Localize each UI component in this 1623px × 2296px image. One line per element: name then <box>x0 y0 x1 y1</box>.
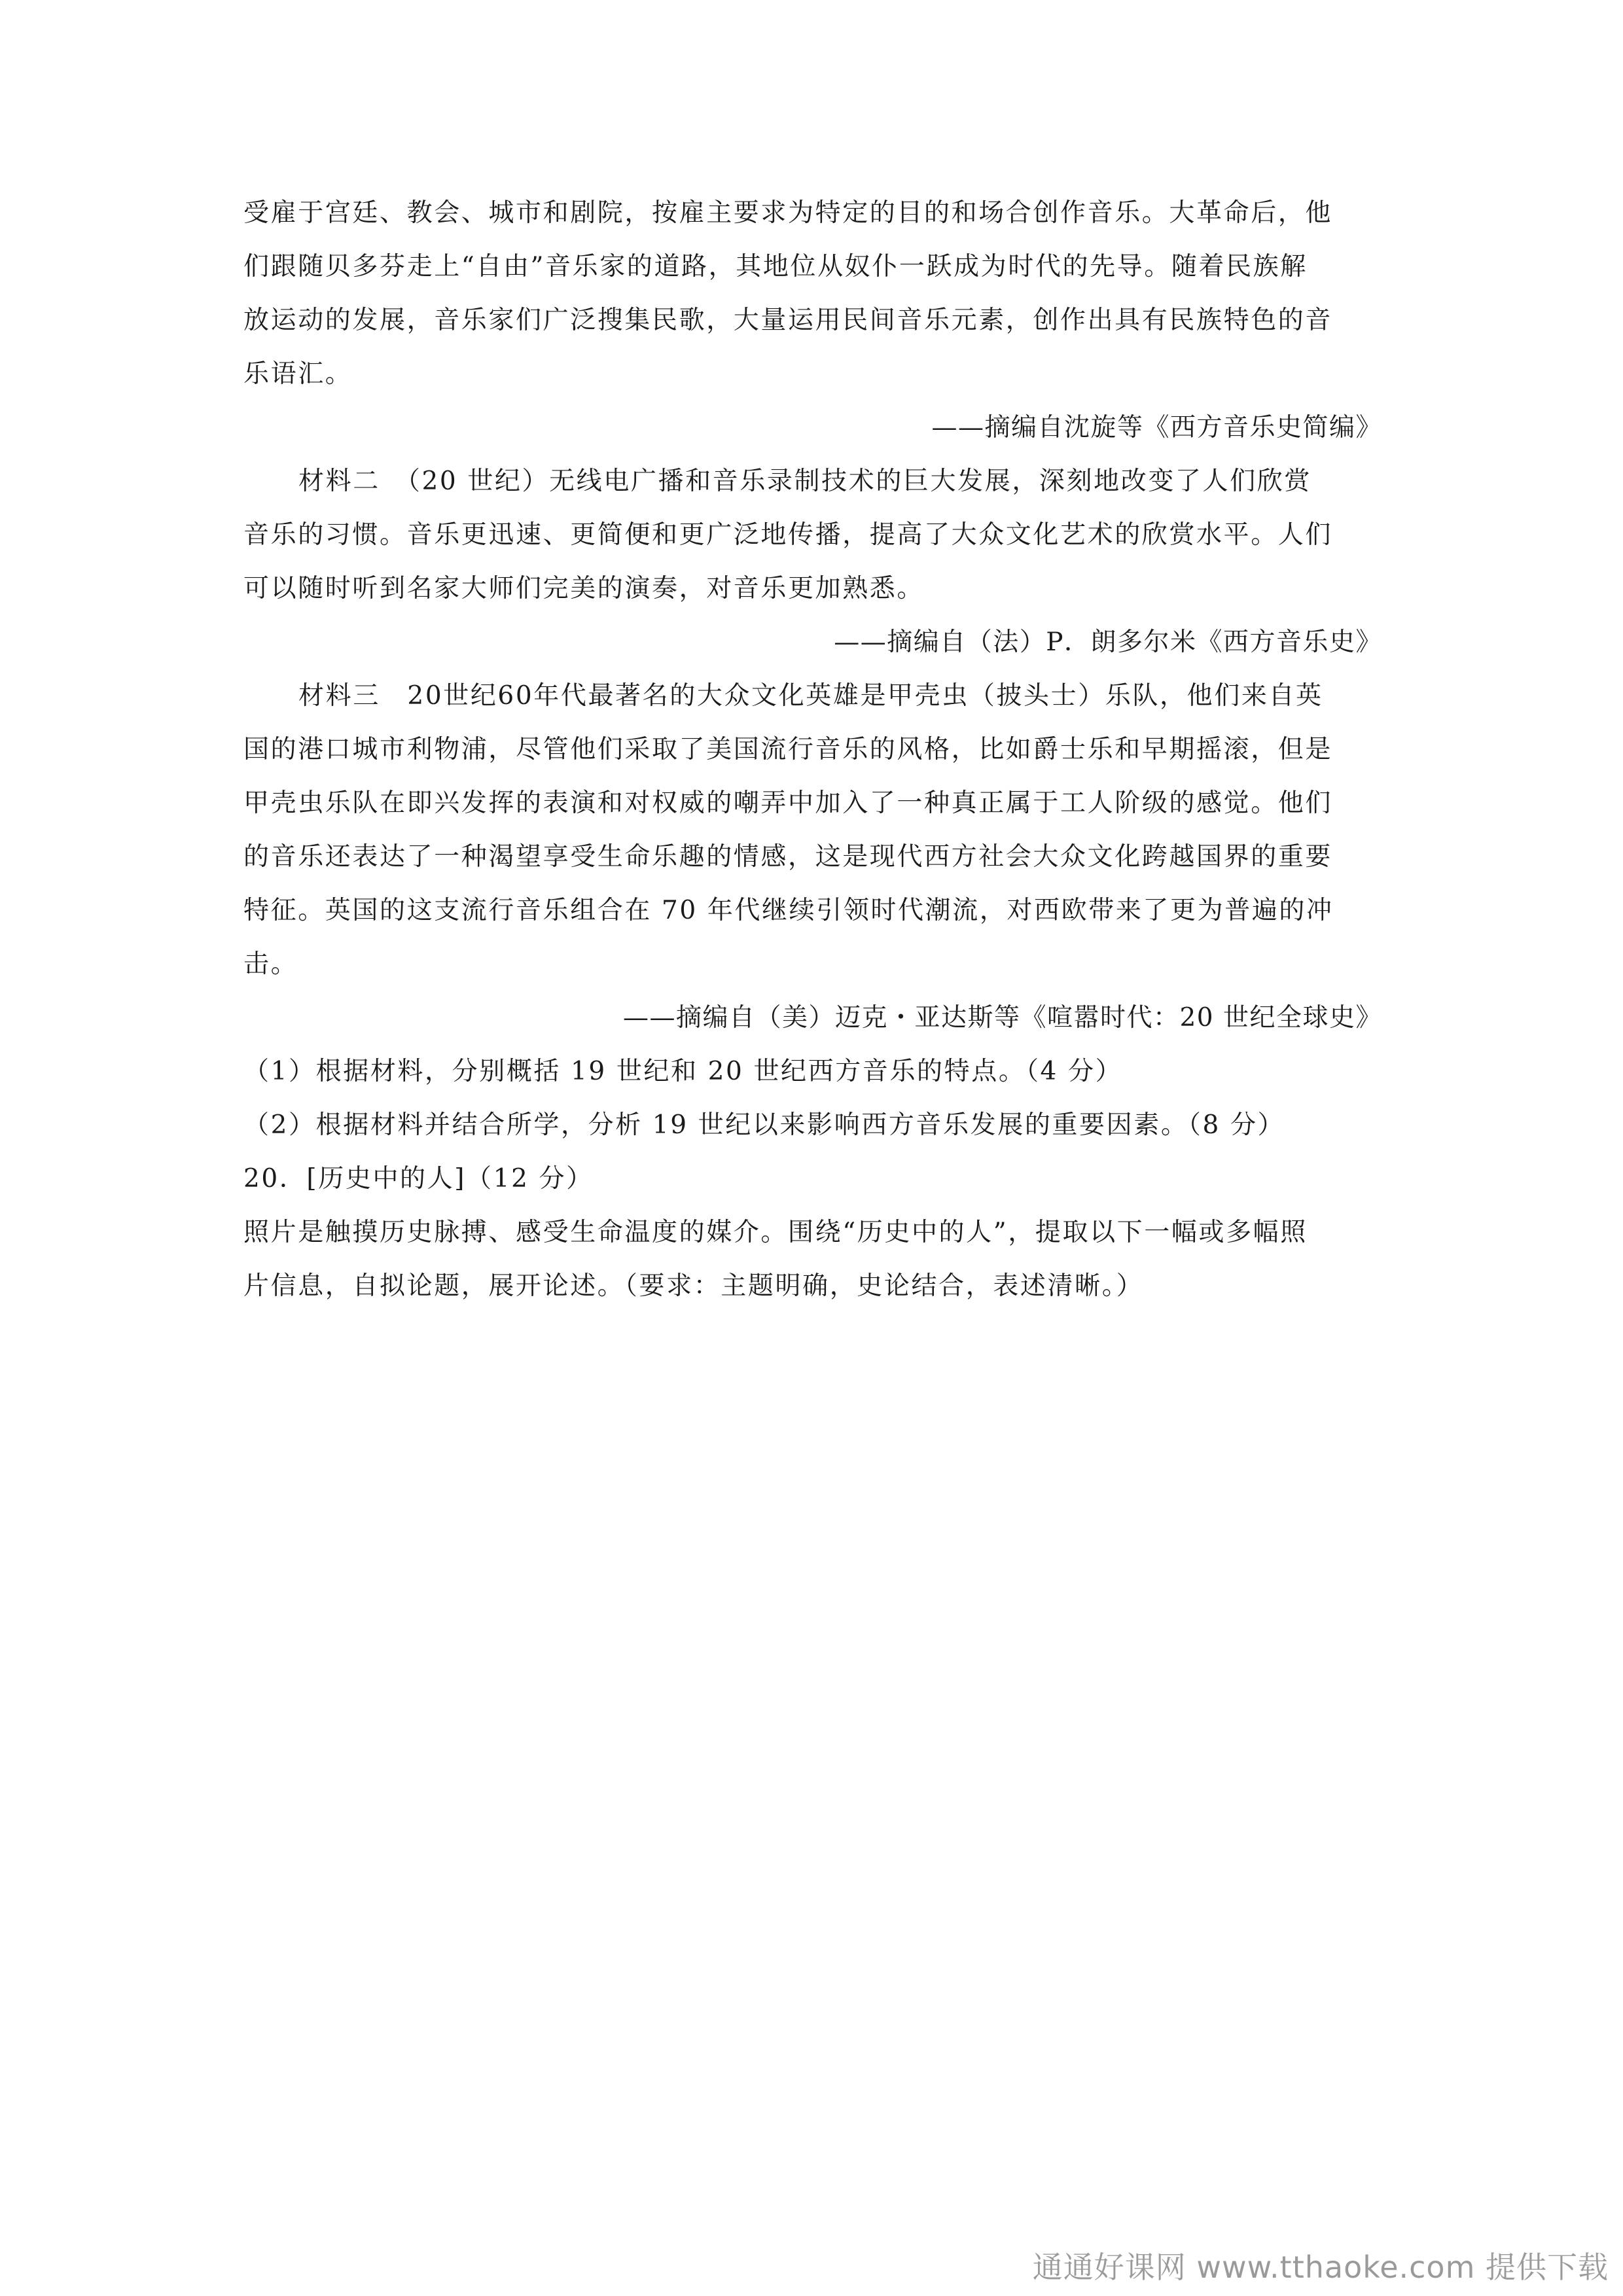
material-one-continuation <box>243 186 1382 455</box>
text-line: 照片是触摸历史脉搏、感受生命温度的媒介。围绕“历史中的人”，提取以下一幅或多幅照 <box>243 1218 1308 1247</box>
text-line: 片信息，自拟论题，展开论述。（要求：主题明确，史论结合，表述清晰。） <box>243 1271 1144 1301</box>
text-line: 材料三 20世纪60年代最著名的大众文化英雄是甲壳虫（披头士）乐队，他们来自英 <box>298 681 1323 711</box>
text-line: 特征。英国的这支流行音乐组合在 70 年代继续引领时代潮流，对西欧带来了更为普遍的冲 <box>243 896 1334 925</box>
text-line: 的音乐还表达了一种渴望享受生命乐趣的情感，这是现代西方社会大众文化跨越国界的重要 <box>243 842 1333 872</box>
text-line: 击。 <box>243 949 298 979</box>
text-line: 可以随时听到名家大师们完美的演奏，对音乐更加熟悉。 <box>243 574 925 603</box>
subquestion-1: （1）根据材料，分别概括 19 世纪和 20 世纪西方音乐的特点。（4 分） <box>243 1057 1123 1086</box>
question-heading: 20．[历史中的人]（12 分） <box>243 1164 594 1193</box>
text-line: 们跟随贝多芬走上“自由”音乐家的道路，其地位从奴仆一跃成为时代的先导。随着民族解 <box>243 252 1308 281</box>
material-two <box>243 455 1382 669</box>
text-line: 音乐的习惯。音乐更迅速、更简便和更广泛地传播，提高了大众文化艺术的欣赏水平。人们 <box>243 520 1333 550</box>
text-line: 放运动的发展，音乐家们广泛搜集民歌，大量运用民间音乐元素，创作出具有民族特色的音 <box>243 306 1333 335</box>
source-citation: ——摘编自沈旋等《西方音乐史简编》 <box>931 413 1382 442</box>
exam-page-content <box>243 186 1382 1313</box>
text-line: 受雇于宫廷、教会、城市和剧院，按雇主要求为特定的目的和场合创作音乐。大革命后，他 <box>243 198 1333 228</box>
source-citation: ——摘编自（法）P．朗多尔米《西方音乐史》 <box>834 627 1382 657</box>
question-20 <box>243 1152 1382 1313</box>
text-line: 甲壳虫乐队在即兴发挥的表演和对权威的嘲弄中加入了一种真正属于工人阶级的感觉。他们 <box>243 788 1333 818</box>
site-watermark: 通通好课网 www.tthaoke.com 提供下载 <box>1032 2250 1609 2285</box>
source-citation: ——摘编自（美）迈克・亚达斯等《喧嚣时代：20 世纪全球史》 <box>622 1003 1382 1033</box>
text-line: 乐语汇。 <box>243 359 353 389</box>
text-line: 材料二 （20 世纪）无线电广播和音乐录制技术的巨大发展，深刻地改变了人们欣赏 <box>298 467 1311 496</box>
text-line: 国的港口城市利物浦，尽管他们采取了美国流行音乐的风格，比如爵士乐和早期摇滚，但是 <box>243 735 1333 764</box>
material-three <box>243 669 1382 1045</box>
subquestion-2: （2）根据材料并结合所学，分析 19 世纪以来影响西方音乐发展的重要因素。（8 分） <box>243 1110 1285 1140</box>
question-19-subquestions <box>243 1045 1382 1152</box>
